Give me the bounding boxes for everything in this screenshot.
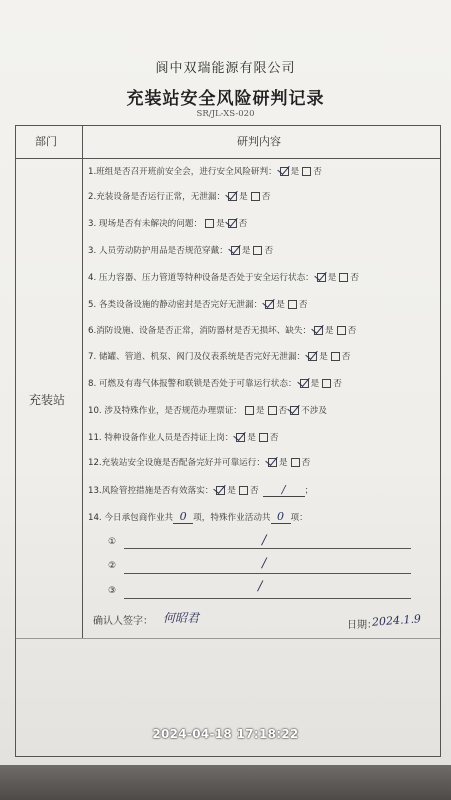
checkbox-label-no: 否 [333,379,342,389]
special-count: 0 [271,510,291,524]
check-item-text: 13.风险管控措施是否有效落实： [88,486,214,496]
date-value: 2024.1.9 [371,612,422,629]
checkbox-yes[interactable] [268,458,277,467]
signature-divider [15,638,441,639]
check-item-text: 10. 涉及特殊作业，是否规范办理票证： [88,406,242,416]
checkbox-label-no: 否 [264,246,274,256]
check-item [88,271,359,283]
checkbox-label-no: 否 [278,406,288,416]
blank-number-1: ① [108,537,117,547]
checkbox-label-yes: 是 [278,458,288,468]
punctuation: ； [304,486,314,496]
blank-mark-1: / [262,533,267,548]
checkbox-yes[interactable] [216,486,225,495]
checkbox-yes[interactable] [308,352,317,361]
checkbox-na[interactable] [290,406,299,415]
check-item-text: 2.充装设备是否运行正常，无泄漏： [88,192,226,202]
check-item [88,483,313,497]
checkbox-yes[interactable] [314,326,323,335]
checkbox-label-no: 否 [298,300,308,310]
check-item [88,217,247,229]
blank-number-3: ③ [108,586,117,596]
checkbox-yes[interactable] [228,192,237,201]
checkbox-label-no: 否 [341,352,351,362]
item-14: 14. 今日承包商作业共 0 项，特殊作业活动共 0 项： [88,510,308,523]
checkbox-yes[interactable] [280,167,289,176]
check-item-text: 5. 各类设备设施的静动密封是否完好无泄漏： [88,300,263,310]
dept-name: 充装站 [29,393,66,407]
signature-value: 何昭君 [163,611,200,625]
checkbox-no[interactable] [239,486,248,495]
check-item [88,324,356,336]
checkbox-label-yes: 是 [276,300,285,310]
check-item-text: 6.消防设施、设备是否正常，消防器材是否无损坏、缺失： [88,326,312,336]
check-item [88,244,273,256]
checkbox-label-yes: 是 [255,406,265,416]
dept-column-header: 部门 [35,135,57,148]
header-divider [15,158,441,159]
checkbox-no[interactable] [251,192,260,201]
checkbox-label-no: 否 [301,458,311,468]
signature-label: 确认人签字： [93,616,153,627]
check-item [88,404,327,416]
checkbox-no[interactable] [253,246,262,255]
document-title: 充装站安全风险研判记录 [126,89,325,109]
check-item-text: 8. 可燃及有毒气体报警和联锁是否处于可靠运行状态： [88,379,297,389]
contractor-count: 0 [173,510,193,524]
checkbox-label-no: 否 [350,273,359,283]
document-code: SR/JL-XS-020 [196,109,255,119]
blank-line-1 [124,548,411,549]
column-divider [82,125,83,638]
checkbox-label-yes: 是 [327,273,337,283]
checkbox-no[interactable] [331,352,340,361]
check-item [88,456,310,468]
checkbox-no[interactable] [288,300,297,309]
check-item-text: 12.充装站安全设施是否配备完好并可靠运行： [88,458,265,468]
date-label: 日期： [347,620,377,631]
checkbox-label-no: 否 [238,219,248,229]
checkbox-yes[interactable] [236,433,245,442]
check-item-text: 3. 现场是否有未解决的问题： [88,219,203,229]
check-item-text: 11. 特种设备作业人员是否持证上岗： [88,433,234,443]
checkbox-no[interactable] [228,219,237,228]
content-column-header: 研判内容 [237,135,281,148]
check-item-text: 4. 压力容器、压力管道等特种设备是否处于安全运行状态： [88,273,314,283]
checkbox-no[interactable] [302,167,311,176]
checkbox-yes[interactable] [205,219,214,228]
checkbox-label-yes: 是 [310,379,320,389]
checkbox-label-no: 否 [261,192,271,202]
checkbox-no[interactable] [291,458,300,467]
check-item [88,190,270,202]
checkbox-label-yes: 是 [239,192,248,202]
check-item-text: 3. 人员劳动防护用品是否规范穿戴： [88,246,228,256]
checkbox-label-yes: 是 [319,352,328,362]
checkbox-label-no: 否 [250,486,259,496]
blank-line-3 [124,598,411,599]
checkbox-label-yes: 是 [290,167,300,177]
blank-line-2 [124,573,411,574]
check-item [88,377,342,389]
checkbox-no[interactable] [268,406,277,415]
checkbox-no[interactable] [322,379,331,388]
checkbox-label-yes: 是 [216,219,225,229]
checkbox-yes[interactable] [245,406,254,415]
background-shadow [0,765,451,800]
checkbox-yes[interactable] [300,379,309,388]
company-name: 阆中双瑞能源有限公司 [155,61,296,76]
checkbox-label-yes: 是 [227,486,236,496]
photo-timestamp: 2024-04-18 17:18:22 [152,727,299,741]
check-item [88,165,322,177]
checkbox-label-na: 不涉及 [301,406,327,416]
check-item-text: 7. 储罐、管道、机泵、阀门及仪表系统是否完好无泄漏： [88,352,306,362]
check-item [88,431,279,443]
checkbox-no[interactable] [339,273,348,282]
checkbox-yes[interactable] [231,246,240,255]
blank-number-2: ② [108,561,117,571]
checkbox-label-yes: 是 [241,246,251,256]
check-item-text: 1.班组是否召开班前安全会，进行安全风险研判： [88,167,277,177]
blank-mark-3: / [258,579,263,594]
checkbox-label-yes: 是 [325,326,334,336]
checkbox-label-no: 否 [269,433,279,443]
item-extra-value: / [263,483,305,497]
checkbox-label-no: 否 [313,167,322,177]
blank-mark-2: / [262,556,267,571]
checkbox-label-yes: 是 [247,433,256,443]
checkbox-yes[interactable] [317,273,326,282]
check-item [88,298,307,310]
check-item [88,350,350,362]
checkbox-no[interactable] [337,326,346,335]
checkbox-yes[interactable] [265,300,274,309]
checkbox-label-no: 否 [347,326,357,336]
checkbox-no[interactable] [259,433,268,442]
